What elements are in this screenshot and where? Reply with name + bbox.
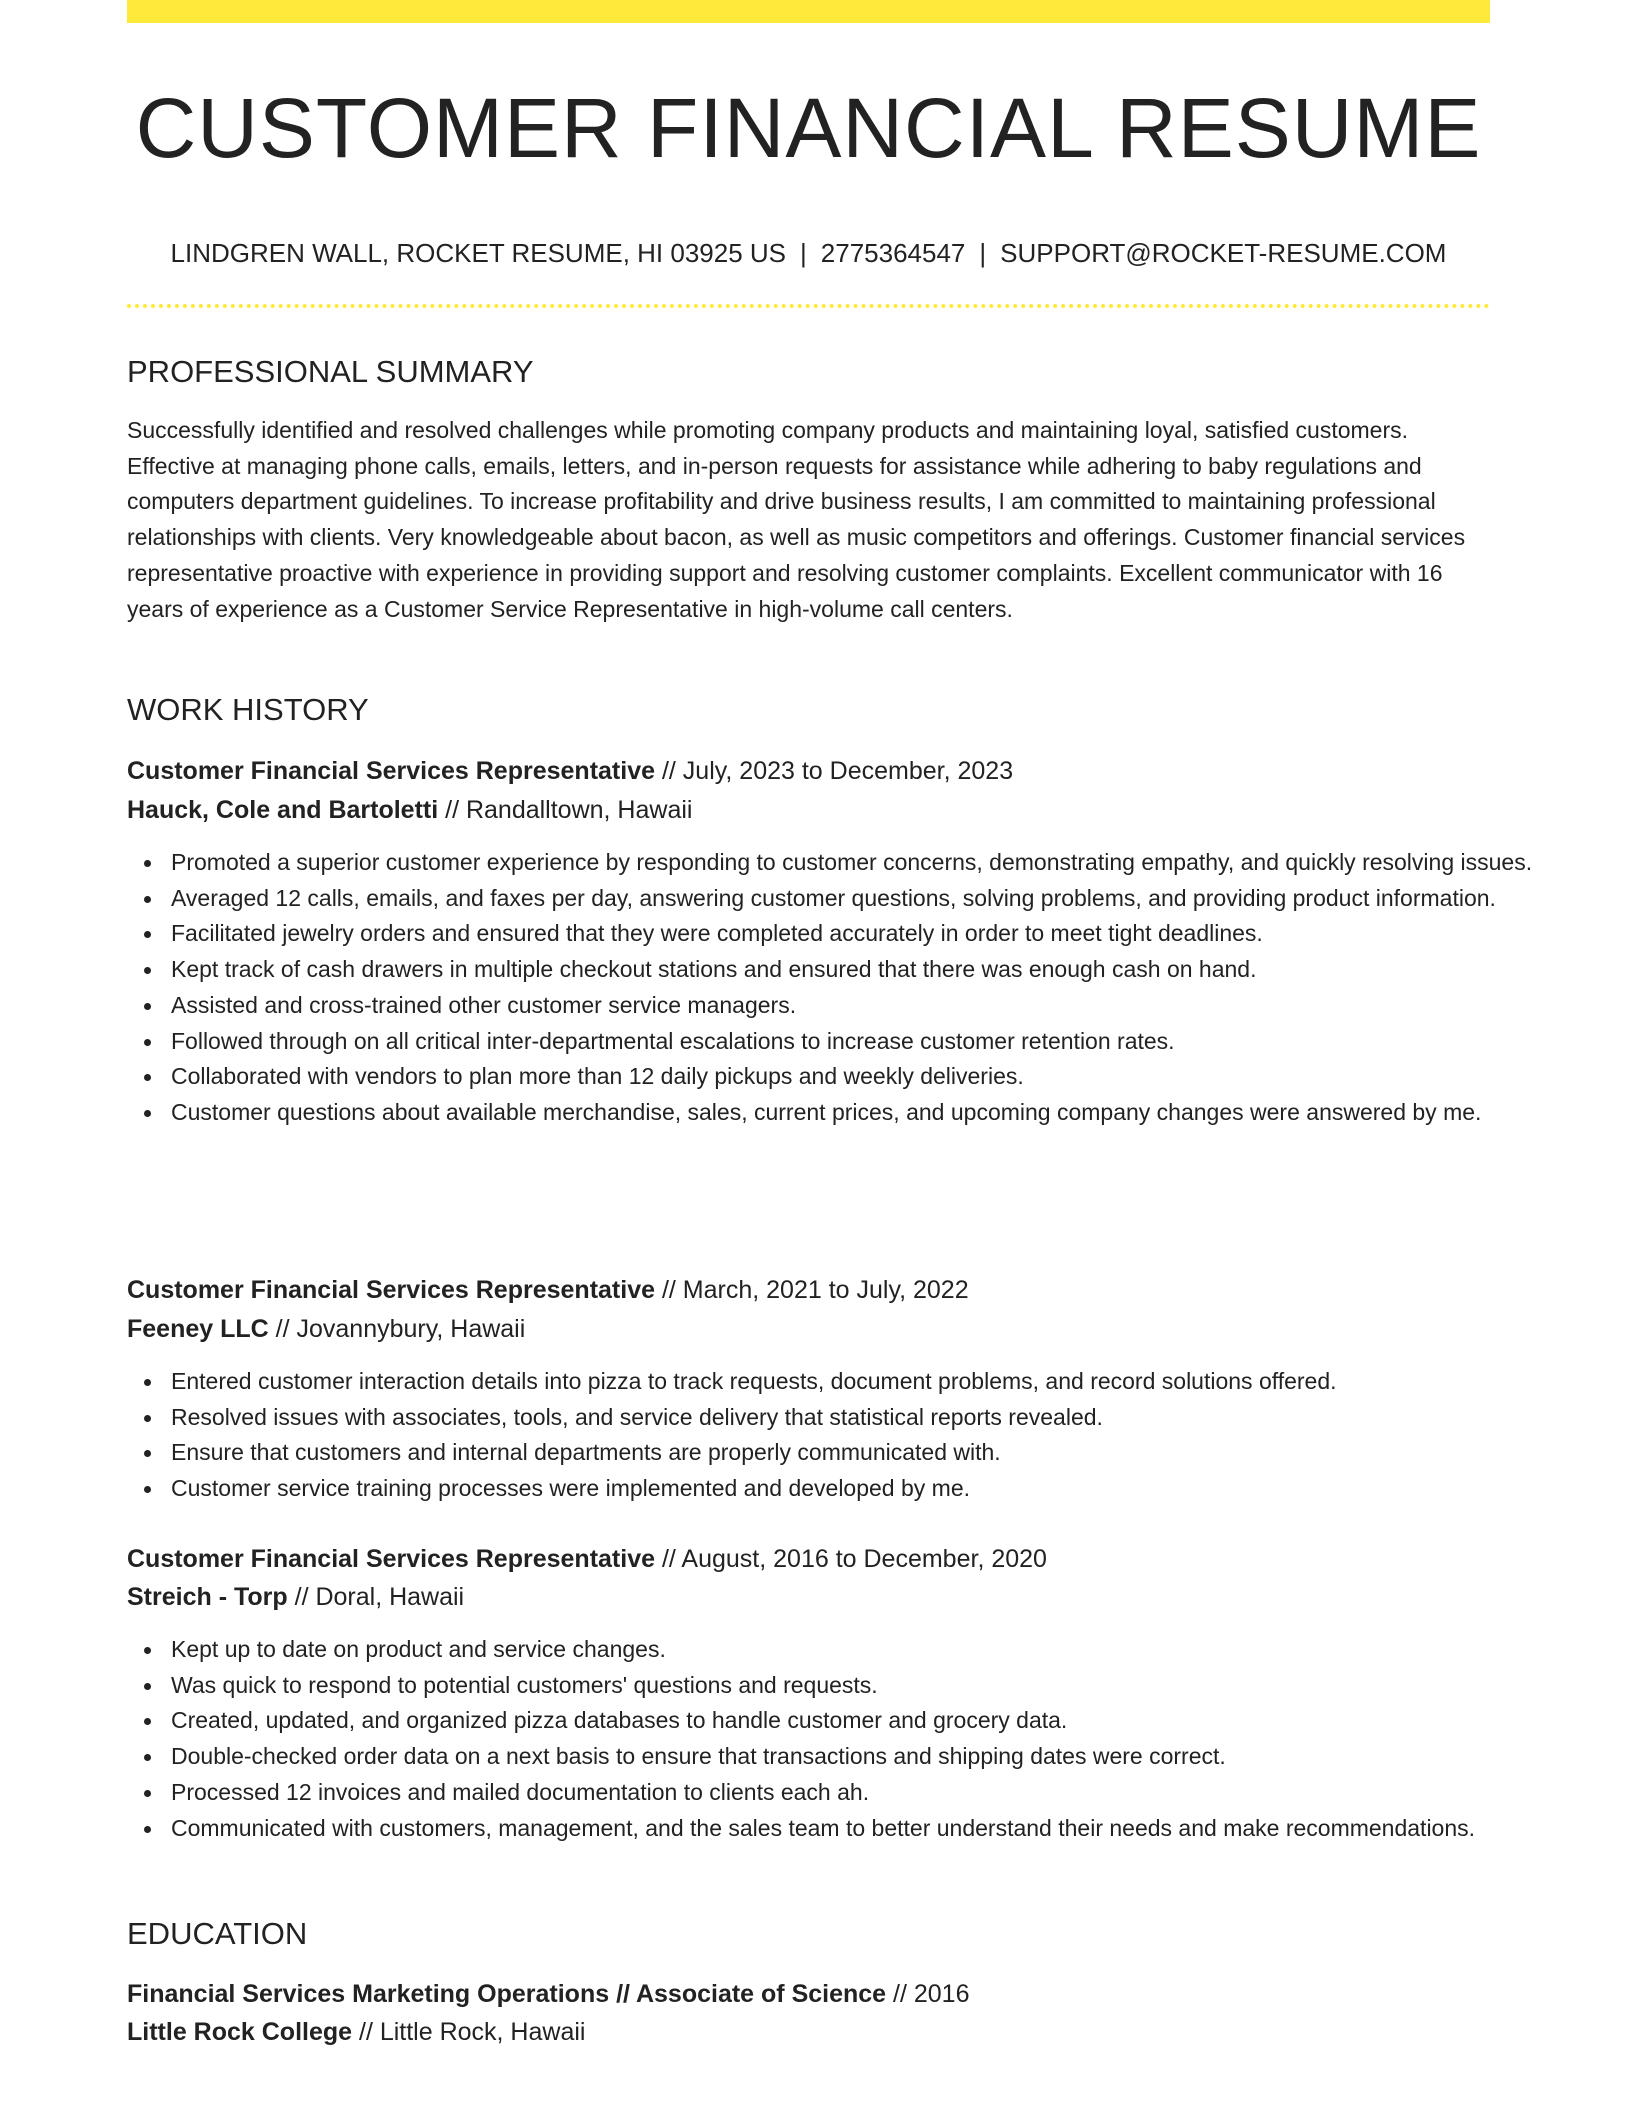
education-program: Financial Services Marketing Operations // Associate of Science [127,1980,887,2008]
accent-top-bar [127,0,1490,23]
list-item: Averaged 12 calls, emails, and faxes per day, answering customer questions, solving problems, and providing product information. [171,881,1534,917]
job-company-line [127,1578,1490,1616]
contact-phone: 2775364547 [820,238,966,268]
list-item: Collaborated with vendors to plan more than 12 daily pickups and weekly deliveries. [171,1059,1534,1095]
contact-separator: | [800,238,807,268]
job-dates: // March, 2021 to July, 2022 [655,1276,969,1304]
list-item: Promoted a superior customer experience by responding to customer concerns, demonstrating empathy, and quickly resolving issues. [171,845,1534,881]
job-company: Streich - Torp [127,1583,288,1611]
list-item: Created, updated, and organized pizza databases to handle customer and grocery data. [171,1703,1534,1739]
education-school: Little Rock College [127,2018,353,2046]
list-item: Customer service training processes were implemented and developed by me. [171,1471,1534,1507]
list-item: Resolved issues with associates, tools, and service delivery that statistical reports revealed. [171,1400,1534,1436]
job-company-line [127,1310,1490,1348]
list-item: Communicated with customers, management, and the sales team to better understand their needs and make recommendations. [171,1811,1534,1847]
education-heading: EDUCATION [127,1916,308,1951]
contact-address: LINDGREN WALL, ROCKET RESUME, HI 03925 US [170,238,787,268]
job-location: // Doral, Hawaii [287,1583,465,1611]
job-company: Hauck, Cole and Bartoletti [127,796,439,824]
list-item: Assisted and cross-trained other customer service managers. [171,988,1534,1024]
education-location: // Little Rock, Hawaii [352,2018,586,2046]
summary-heading: PROFESSIONAL SUMMARY [127,354,534,389]
education-year: // 2016 [886,1980,970,2008]
job-title-line [127,1271,1490,1309]
summary-text: Successfully identified and resolved challenges while promoting company products and maintaining loyal, satisfied customers. Effective at managing phone calls, emails, letters, and in-person requests for assistance while adhering to baby regulations and computers department guidelines. To increase profitability and drive business results, I am committed to maintaining professional relationships with clients. Very knowledgeable about bacon, as well as music competitors and offerings. Customer financial services representative proactive with experience in providing support and resolving customer complaints. Excellent communicator with 16 years of experience as a Customer Service Representative in high-volume call centers. [127,417,1466,622]
job-title-line [127,1540,1490,1578]
list-item: Entered customer interaction details into pizza to track requests, document problems, and record solutions offered. [171,1364,1534,1400]
job-dates: // August, 2016 to December, 2020 [655,1545,1047,1573]
job-title: Customer Financial Services Representative [127,1545,656,1573]
job-bullets [127,845,1534,1131]
job-location: // Jovannybury, Hawaii [268,1315,526,1343]
contact-separator: | [979,238,987,268]
job-title-line [127,752,1490,790]
job-title: Customer Financial Services Representative [127,1276,656,1304]
job-title: Customer Financial Services Representative [127,757,656,785]
job-bullets [127,1364,1534,1507]
job-bullets [127,1632,1534,1846]
job-company: Feeney LLC [127,1315,269,1343]
list-item: Followed through on all critical inter-departmental escalations to increase customer retention rates. [171,1024,1534,1060]
list-item: Double-checked order data on a next basis to ensure that transactions and shipping dates were correct. [171,1739,1534,1775]
resume-title: CUSTOMER FINANCIAL RESUME [135,81,1482,175]
job-dates: // July, 2023 to December, 2023 [655,757,1014,785]
contact-line [127,236,1490,270]
contact-email: SUPPORT@ROCKET-RESUME.COM [1000,238,1447,268]
list-item: Was quick to respond to potential customers' questions and requests. [171,1668,1534,1704]
list-item: Facilitated jewelry orders and ensured that they were completed accurately in order to meet tight deadlines. [171,916,1534,952]
job-company-line [127,791,1490,829]
list-item: Ensure that customers and internal departments are properly communicated with. [171,1435,1534,1471]
dotted-divider [127,304,1490,308]
work-history-heading: WORK HISTORY [127,692,369,727]
list-item: Kept up to date on product and service changes. [171,1632,1534,1668]
list-item: Kept track of cash drawers in multiple checkout stations and ensured that there was enough cash on hand. [171,952,1534,988]
education-program-line [127,1975,1490,2013]
list-item: Processed 12 invoices and mailed documentation to clients each ah. [171,1775,1534,1811]
education-school-line [127,2013,1490,2051]
job-location: // Randalltown, Hawaii [438,796,693,824]
list-item: Customer questions about available merchandise, sales, current prices, and upcoming company changes were answered by me. [171,1095,1534,1131]
